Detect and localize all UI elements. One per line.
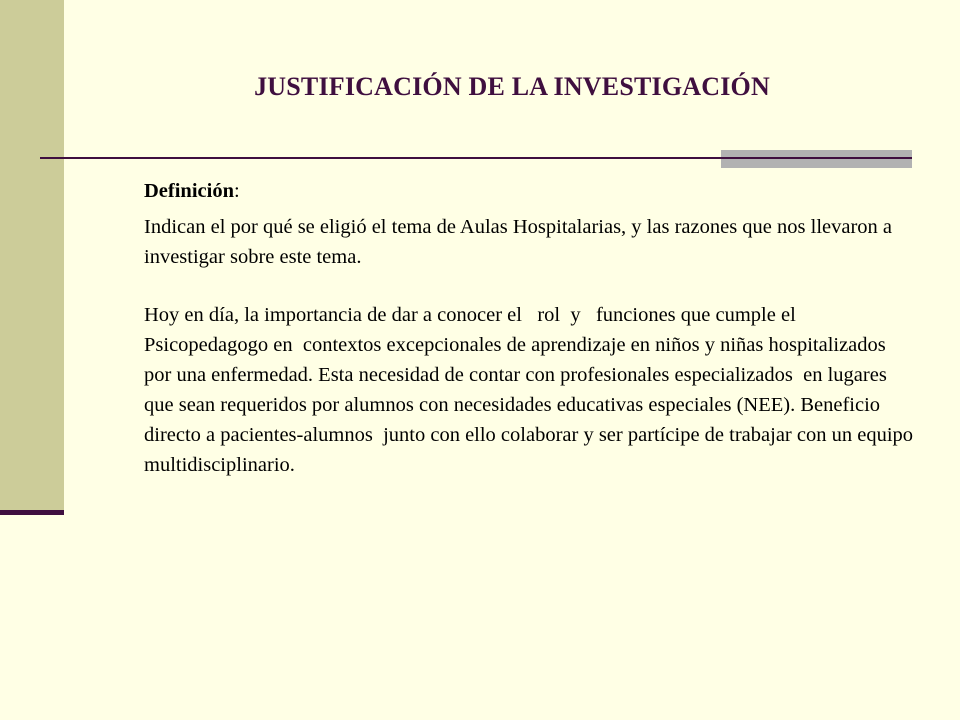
definition-paragraph: Indican el por qué se eligió el tema de Aulas Hospitalarias, y las razones que nos llevaron a investigar sobre este tema. xyxy=(144,216,893,268)
slide-body xyxy=(144,176,919,480)
definition-label: Definición xyxy=(144,180,234,202)
left-band-accent-bar xyxy=(0,510,64,515)
divider-block xyxy=(721,150,912,168)
justification-paragraph: Hoy en día, la importancia de dar a conocer el rol y funciones que cumple el Psicopedagogo en contextos excepcionales de aprendizaje en niños y niñas hospitalizados por una enfermedad. Esta necesidad de contar con profesionales especializados en lugares que sean requeridos por alumnos con necesidades educativas especiales (NEE). Beneficio directo a pacientes-alumnos junto con ello colaborar y ser partícipe de trabajar con un equipo multidisciplinario. xyxy=(144,304,919,476)
slide-title: JUSTIFICACIÓN DE LA INVESTIGACIÓN xyxy=(254,72,770,101)
left-decorative-band xyxy=(0,0,64,510)
divider-block-line xyxy=(721,157,912,159)
paragraph-spacer xyxy=(144,272,916,300)
definition-heading xyxy=(144,176,916,206)
definition-colon: : xyxy=(233,180,240,202)
